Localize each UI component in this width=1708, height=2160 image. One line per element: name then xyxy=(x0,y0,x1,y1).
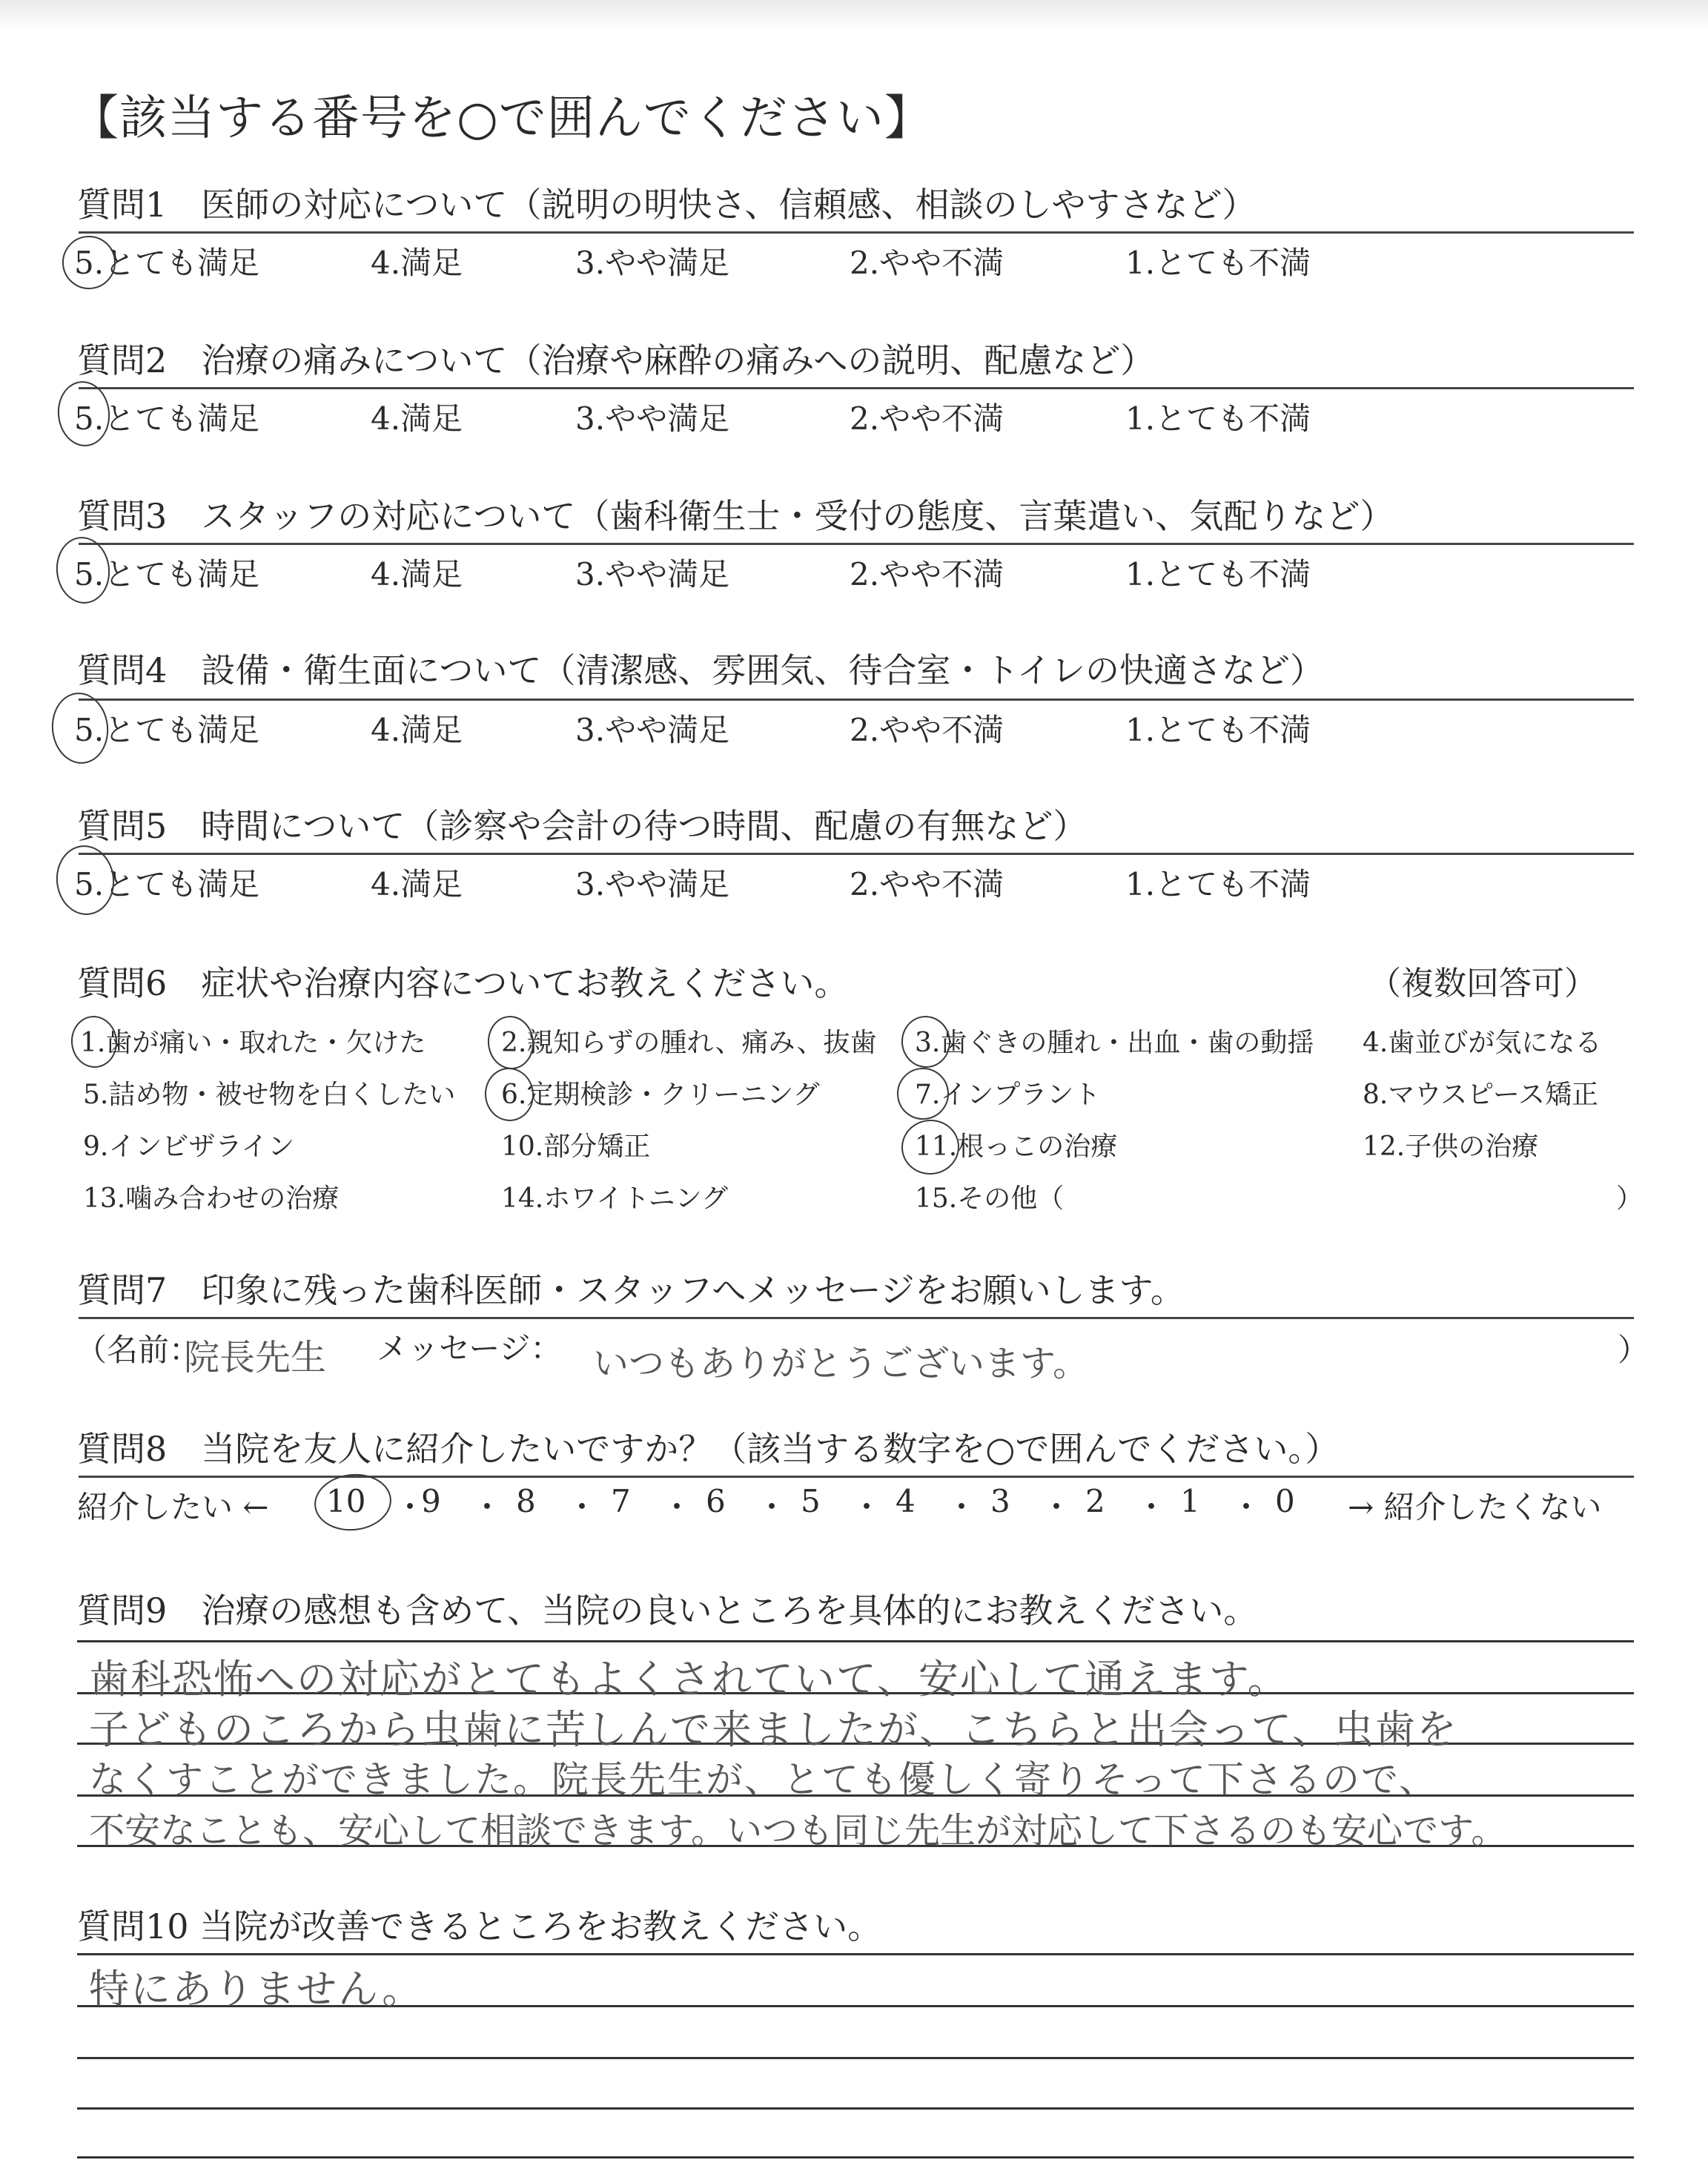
q10-answer-line-1[interactable]: 特にありません。 xyxy=(89,1966,424,2012)
recommend-scale-separator: ・ xyxy=(661,1489,693,1525)
q3-option-3[interactable]: 3.やや満足 xyxy=(575,556,730,592)
message-label: メッセージ： xyxy=(377,1330,562,1367)
q9-answer-line-2[interactable]: 子どものころから虫歯に苦しんで来ましたが、こちらと出会って、虫歯を xyxy=(89,1706,1458,1753)
question-8-label: 質問8 当院を友人に紹介したいですか？（該当する数字を○で囲んでください。） xyxy=(77,1429,1340,1469)
recommend-left-label: 紹介したい ← xyxy=(77,1489,269,1525)
question-5-rule xyxy=(79,853,1634,855)
q6-item-12[interactable]: 12.子供の治療 xyxy=(1363,1132,1539,1162)
q6-item-3[interactable]: 3.歯ぐきの腫れ・出血・歯の動揺 xyxy=(915,1028,1314,1058)
question-1-label: 質問1 医師の対応について（説明の明快さ、信頼感、相談のしやすさなど） xyxy=(77,185,1257,225)
page-title: 【該当する番号を○で囲んでください】 xyxy=(71,91,933,146)
q5-option-5[interactable]: 5.とても満足 xyxy=(74,866,260,902)
q5-option-2[interactable]: 2.やや不満 xyxy=(850,866,1004,902)
question-9-label: 質問9 治療の感想も含めて、当院の良いところを具体的にお教えください。 xyxy=(77,1591,1258,1631)
q3-option-4[interactable]: 4.満足 xyxy=(371,556,463,592)
q6-item-8[interactable]: 8.マウスピース矯正 xyxy=(1363,1080,1599,1110)
q10-rule-1 xyxy=(77,1953,1634,1955)
q3-selection-circle xyxy=(53,534,113,606)
recommend-scale-9[interactable]: 9 xyxy=(421,1483,441,1519)
recommend-scale-8[interactable]: 8 xyxy=(516,1483,536,1519)
q9-answer-line-3[interactable]: なくすことができました。院長先生が、とても優しく寄りそって下さるので、 xyxy=(89,1758,1437,1801)
q1-option-2[interactable]: 2.やや不満 xyxy=(850,245,1004,281)
recommend-scale-1[interactable]: 1 xyxy=(1180,1483,1200,1519)
recommend-scale-4[interactable]: 4 xyxy=(896,1483,916,1519)
q3-option-2[interactable]: 2.やや不満 xyxy=(850,556,1004,592)
q4-option-2[interactable]: 2.やや不満 xyxy=(850,712,1004,748)
q6-other-close-paren: ） xyxy=(1616,1183,1644,1214)
q1-option-3[interactable]: 3.やや満足 xyxy=(575,245,730,281)
q6-item-14[interactable]: 14.ホワイトニング xyxy=(501,1183,729,1214)
question-10-label: 質問10 当院が改善できるところをお教えください。 xyxy=(77,1906,882,1946)
question-2-label: 質問2 治療の痛みについて（治療や麻酔の痛みへの説明、配慮など） xyxy=(77,340,1155,380)
recommend-scale-separator: ・ xyxy=(1041,1489,1073,1525)
question-3-label: 質問3 スタッフの対応について（歯科衛生士・受付の態度、言葉遣い、気配りなど） xyxy=(77,496,1394,536)
q10-rule-4 xyxy=(77,2107,1634,2110)
recommend-scale-separator: ・ xyxy=(566,1489,598,1525)
recommend-scale-6[interactable]: 6 xyxy=(706,1483,726,1519)
question-8-rule xyxy=(79,1476,1634,1478)
q2-option-2[interactable]: 2.やや不満 xyxy=(850,400,1004,437)
question-4-rule xyxy=(79,698,1634,701)
q6-item-6[interactable]: 6.定期検診・クリーニング xyxy=(501,1080,820,1110)
recommend-scale-separator: ・ xyxy=(756,1489,788,1525)
multiple-answer-note: （複数回答可） xyxy=(1368,965,1597,1003)
q5-option-3[interactable]: 3.やや満足 xyxy=(575,866,730,902)
q6-item-5[interactable]: 5.詰め物・被せ物を白くしたい xyxy=(83,1080,456,1110)
q10-rule-3 xyxy=(77,2057,1634,2059)
q9-answer-line-4[interactable]: 不安なことも、安心して相談できます。いつも同じ先生が対応して下さるのも安心です。 xyxy=(89,1810,1507,1852)
question-7-rule xyxy=(79,1317,1634,1319)
q2-option-1[interactable]: 1.とても不満 xyxy=(1125,400,1311,437)
q6-item-11[interactable]: 11.根っこの治療 xyxy=(915,1132,1118,1162)
q9-rule-1 xyxy=(77,1640,1634,1642)
q4-option-5[interactable]: 5.とても満足 xyxy=(74,712,260,748)
recommend-scale-separator: ・ xyxy=(946,1489,978,1525)
q6-item-13[interactable]: 13.噛み合わせの治療 xyxy=(83,1183,340,1214)
q5-option-4[interactable]: 4.満足 xyxy=(371,866,463,902)
q2-option-5[interactable]: 5.とても満足 xyxy=(74,400,260,437)
recommend-scale-5[interactable]: 5 xyxy=(801,1483,821,1519)
q4-option-1[interactable]: 1.とても不満 xyxy=(1125,712,1311,748)
recommend-scale-separator: ・ xyxy=(394,1489,426,1525)
question-5-label: 質問5 時間について（診察や会計の待つ時間、配慮の有無など） xyxy=(77,806,1088,846)
name-label: （名前： xyxy=(76,1332,201,1368)
q6-item-2[interactable]: 2.親知らずの腫れ、痛み、抜歯 xyxy=(501,1028,877,1058)
question-6-label: 質問6 症状や治療内容についてお教えください。 xyxy=(77,963,849,1003)
q6-item-15[interactable]: 15.その他（ xyxy=(915,1183,1065,1214)
q6-item-1[interactable]: 1.歯が痛い・取れた・欠けた xyxy=(80,1028,426,1058)
recommend-scale-3[interactable]: 3 xyxy=(990,1483,1010,1519)
recommend-selection-circle xyxy=(311,1470,394,1534)
question-3-rule xyxy=(79,543,1634,545)
recommend-scale-separator: ・ xyxy=(1136,1489,1168,1525)
q6-item-9[interactable]: 9.インビザライン xyxy=(83,1132,295,1162)
recommend-scale-10[interactable]: 10 xyxy=(326,1483,366,1519)
q4-option-3[interactable]: 3.やや満足 xyxy=(575,712,730,748)
q5-option-1[interactable]: 1.とても不満 xyxy=(1125,866,1311,902)
recommend-scale-separator: ・ xyxy=(471,1489,503,1525)
q6-item-4[interactable]: 4.歯並びが気になる xyxy=(1363,1028,1602,1058)
q6-item-10[interactable]: 10.部分矯正 xyxy=(501,1132,651,1162)
recommend-right-label: → 紹介したくない xyxy=(1348,1489,1602,1525)
question-7-label: 質問7 印象に残った歯科医師・スタッフへメッセージをお願いします。 xyxy=(77,1270,1185,1310)
question-4-label: 質問4 設備・衛生面について（清潔感、雰囲気、待合室・トイレの快適さなど） xyxy=(77,650,1325,690)
recommend-scale-separator: ・ xyxy=(851,1489,883,1525)
message-handwritten[interactable]: いつもありがとうございます。 xyxy=(593,1343,1089,1384)
q10-rule-5 xyxy=(77,2156,1634,2159)
q1-option-4[interactable]: 4.満足 xyxy=(371,245,463,281)
q3-option-5[interactable]: 5.とても満足 xyxy=(74,556,260,592)
q1-option-1[interactable]: 1.とても不満 xyxy=(1125,245,1311,281)
scan-top-edge xyxy=(0,0,1708,30)
recommend-scale-separator: ・ xyxy=(1231,1489,1262,1525)
q3-option-1[interactable]: 1.とても不満 xyxy=(1125,556,1311,592)
recommend-scale-7[interactable]: 7 xyxy=(611,1483,631,1519)
message-close-paren: ） xyxy=(1618,1332,1649,1368)
q6-item-7[interactable]: 7.インプラント xyxy=(915,1080,1101,1110)
q2-option-3[interactable]: 3.やや満足 xyxy=(575,400,730,437)
question-2-rule xyxy=(79,387,1634,389)
recommend-scale-0[interactable]: 0 xyxy=(1275,1483,1295,1519)
q1-option-5[interactable]: 5.とても満足 xyxy=(74,245,260,281)
question-1-rule xyxy=(79,231,1634,234)
recommend-scale-2[interactable]: 2 xyxy=(1085,1483,1105,1519)
name-handwritten[interactable]: 院長先生 xyxy=(184,1337,327,1378)
q4-option-4[interactable]: 4.満足 xyxy=(371,712,463,748)
q9-answer-line-1[interactable]: 歯科恐怖への対応がとてもよくされていて、安心して通えます。 xyxy=(89,1656,1289,1702)
q4-selection-circle xyxy=(48,690,112,766)
q2-option-4[interactable]: 4.満足 xyxy=(371,400,463,437)
